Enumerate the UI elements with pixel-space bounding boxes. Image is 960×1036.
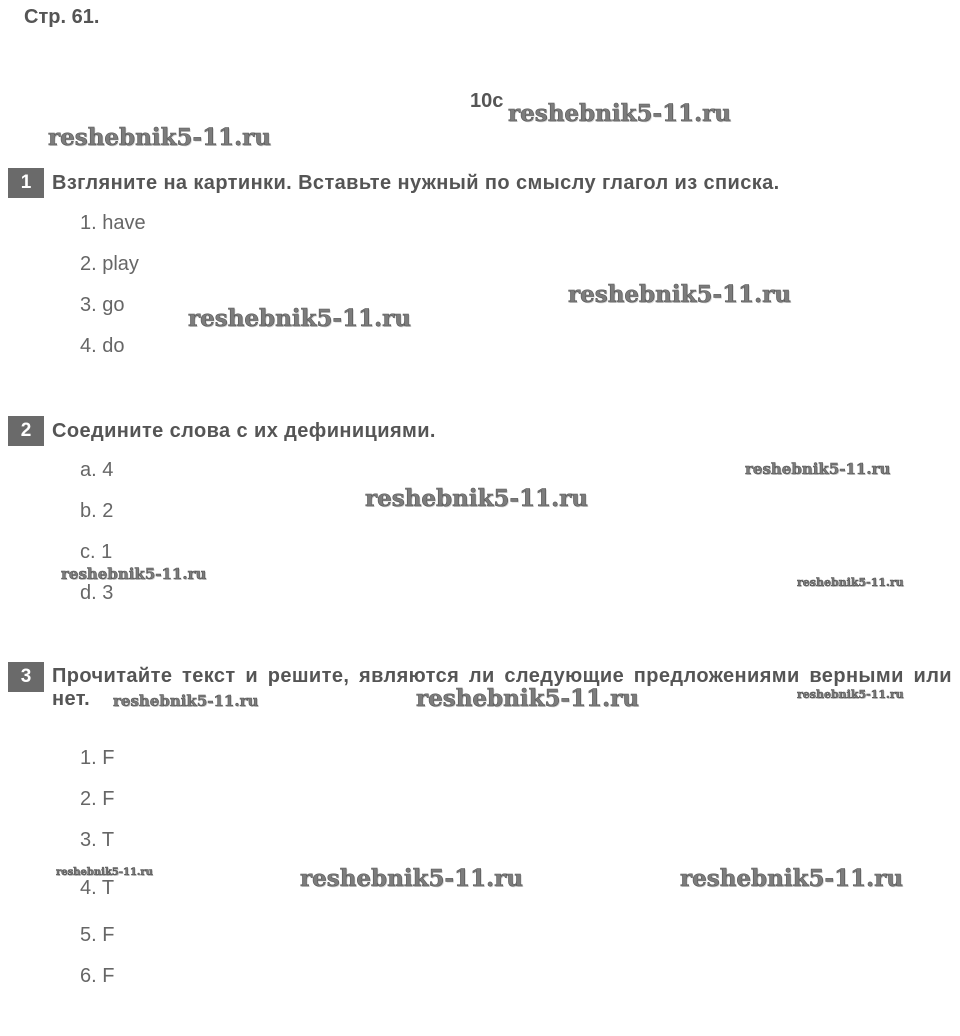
- watermark: reshebnik5-11.ru: [568, 281, 791, 308]
- watermark: reshebnik5-11.ru: [797, 688, 904, 701]
- watermark: reshebnik5-11.ru: [508, 100, 731, 127]
- task-3-answer: 4. T: [80, 877, 115, 899]
- watermark: reshebnik5-11.ru: [365, 485, 588, 512]
- task-1-title: Взгляните на картинки. Вставьте нужный по смыслу глагол из списка.: [52, 172, 780, 194]
- task-3-answer: 3. T: [80, 829, 115, 851]
- task-3-answer: 5. F: [80, 924, 115, 946]
- task-3-answer: 2. F: [80, 788, 115, 810]
- task-2-answer: a. 4: [80, 459, 114, 481]
- task-1-answer: 2. play: [80, 253, 139, 275]
- task-1-answer: 3. go: [80, 294, 125, 316]
- task-3-number: 3: [8, 662, 44, 692]
- task-2-number: 2: [8, 416, 44, 446]
- watermark: reshebnik5-11.ru: [745, 460, 891, 478]
- watermark: reshebnik5-11.ru: [48, 124, 271, 151]
- watermark: reshebnik5-11.ru: [680, 865, 903, 892]
- watermark: reshebnik5-11.ru: [416, 685, 639, 712]
- task-3-title: Прочитайте текст и решите, являются ли следующие предложениями верными или нет.: [52, 665, 952, 710]
- watermark: reshebnik5-11.ru: [300, 865, 523, 892]
- page-reference: Стр. 61.: [24, 6, 100, 28]
- task-2-answer: c. 1: [80, 541, 113, 563]
- task-2-answer: b. 2: [80, 500, 114, 522]
- task-3-answer: 1. F: [80, 747, 115, 769]
- task-2-answer: d. 3: [80, 582, 114, 604]
- unit-label: 10c: [470, 90, 504, 112]
- watermark: reshebnik5-11.ru: [797, 576, 904, 589]
- watermark: reshebnik5-11.ru: [61, 565, 207, 583]
- task-3-answer: 6. F: [80, 965, 115, 987]
- task-1-number: 1: [8, 168, 44, 198]
- task-1-answer: 4. do: [80, 335, 125, 357]
- task-2-title: Соедините слова с их дефинициями.: [52, 420, 436, 442]
- watermark: reshebnik5-11.ru: [188, 305, 411, 332]
- watermark: reshebnik5-11.ru: [56, 867, 153, 878]
- task-1-answer: 1. have: [80, 212, 146, 234]
- watermark: reshebnik5-11.ru: [113, 692, 259, 710]
